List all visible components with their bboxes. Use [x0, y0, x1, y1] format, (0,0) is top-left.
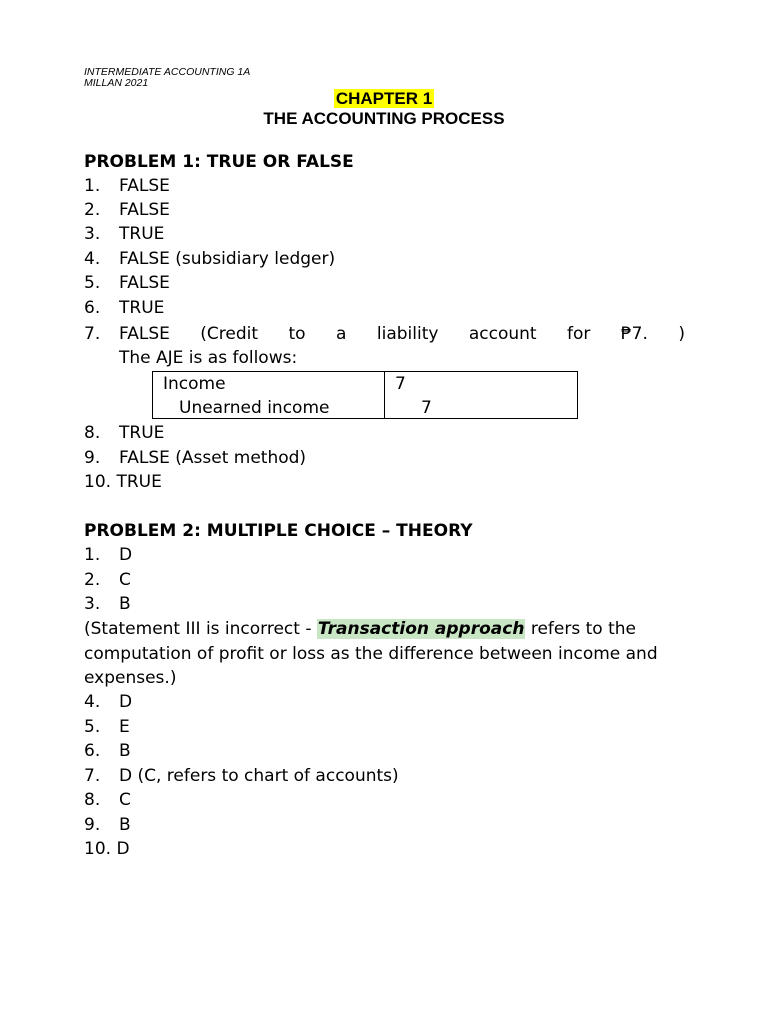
debit-amount: 7 [395, 374, 406, 394]
list-item [84, 837, 130, 861]
item-answer: TRUE [119, 423, 165, 443]
item-answer: B [119, 815, 131, 835]
debit-account: Income [163, 374, 226, 394]
item-answer: FALSE [119, 176, 170, 196]
item-answer: FALSE (Asset method) [119, 448, 307, 468]
explanation-note [84, 617, 684, 691]
item-answer: TRUE [119, 298, 165, 318]
header-course: INTERMEDIATE ACCOUNTING 1A [84, 66, 251, 78]
item-answer: FALSE [119, 273, 170, 293]
item-answer: TRUE [116, 472, 162, 492]
word: account [468, 324, 537, 344]
list-item [84, 813, 131, 837]
word: for [567, 324, 591, 344]
item-answer: TRUE [119, 224, 165, 244]
item-answer: FALSE [119, 200, 170, 220]
item-number: 6. [84, 298, 101, 318]
item-number: 9. [84, 815, 101, 835]
note-text: (Statement III is incorrect - [84, 619, 317, 639]
list-item [84, 222, 164, 246]
word: a [336, 324, 347, 344]
list-item [84, 690, 132, 714]
item-answer: E [119, 717, 130, 737]
item-number: 3. [84, 594, 101, 614]
aje-intro: The AJE is as follows: [119, 348, 298, 368]
item-number: 6. [84, 741, 101, 761]
list-item [84, 739, 131, 763]
list-item [84, 421, 164, 445]
chapter-label: CHAPTER 1 [335, 89, 433, 108]
item-answer: D [119, 545, 133, 565]
item-number: 8. [84, 423, 101, 443]
word: to [288, 324, 306, 344]
page-title: THE ACCOUNTING PROCESS [263, 109, 505, 128]
word: ) [678, 324, 685, 344]
item-number: 1. [84, 545, 101, 565]
list-item [84, 715, 130, 739]
word: ₱7. [620, 324, 648, 344]
list-item [84, 446, 306, 470]
list-item [84, 764, 399, 788]
note-text: refers to the computation of profit or loss as the difference between income and expenses.) [84, 619, 658, 688]
credit-amount: 7 [421, 398, 432, 418]
list-item [84, 174, 170, 198]
item-number: 3. [84, 224, 101, 244]
item-answer: C [119, 570, 131, 590]
item-number: 8. [84, 790, 101, 810]
item-number: 7. [84, 324, 101, 344]
problem1-heading: PROBLEM 1: TRUE OR FALSE [84, 152, 354, 172]
item-number: 4. [84, 692, 101, 712]
word: FALSE [119, 324, 170, 344]
item-answer: FALSE (subsidiary ledger) [119, 249, 336, 269]
item-number: 1. [84, 176, 101, 196]
list-item [84, 470, 162, 494]
list-item [84, 568, 131, 592]
item-number: 10. [84, 839, 112, 859]
item-number: 5. [84, 273, 101, 293]
problem2-heading: PROBLEM 2: MULTIPLE CHOICE – THEORY [84, 521, 473, 541]
list-item [84, 198, 170, 222]
item-answer: B [119, 741, 131, 761]
item-answer: B [119, 594, 131, 614]
item-number: 9. [84, 448, 101, 468]
list-item [84, 247, 335, 271]
list-item [84, 592, 131, 616]
list-item-7-text [119, 322, 685, 346]
credit-account: Unearned income [179, 398, 330, 418]
item-number: 4. [84, 249, 101, 269]
word: liability [376, 324, 439, 344]
highlighted-term: Transaction approach [317, 619, 525, 639]
item-answer: C [119, 790, 131, 810]
chapter-label-wrap [0, 89, 768, 109]
list-item-7-number [84, 322, 119, 346]
list-item [84, 271, 170, 295]
list-item [84, 788, 131, 812]
column-divider [384, 372, 385, 418]
item-answer: D [119, 692, 133, 712]
item-answer: D [116, 839, 130, 859]
word: (Credit [200, 324, 259, 344]
header-author: MILLAN 2021 [84, 77, 149, 89]
item-number: 5. [84, 717, 101, 737]
item-number: 2. [84, 200, 101, 220]
item-number: 10. [84, 472, 112, 492]
item-answer: D (C, refers to chart of accounts) [119, 766, 399, 786]
item-number: 2. [84, 570, 101, 590]
list-item [84, 543, 132, 567]
item-number: 7. [84, 766, 101, 786]
aje-table [152, 371, 578, 419]
list-item [84, 296, 164, 320]
